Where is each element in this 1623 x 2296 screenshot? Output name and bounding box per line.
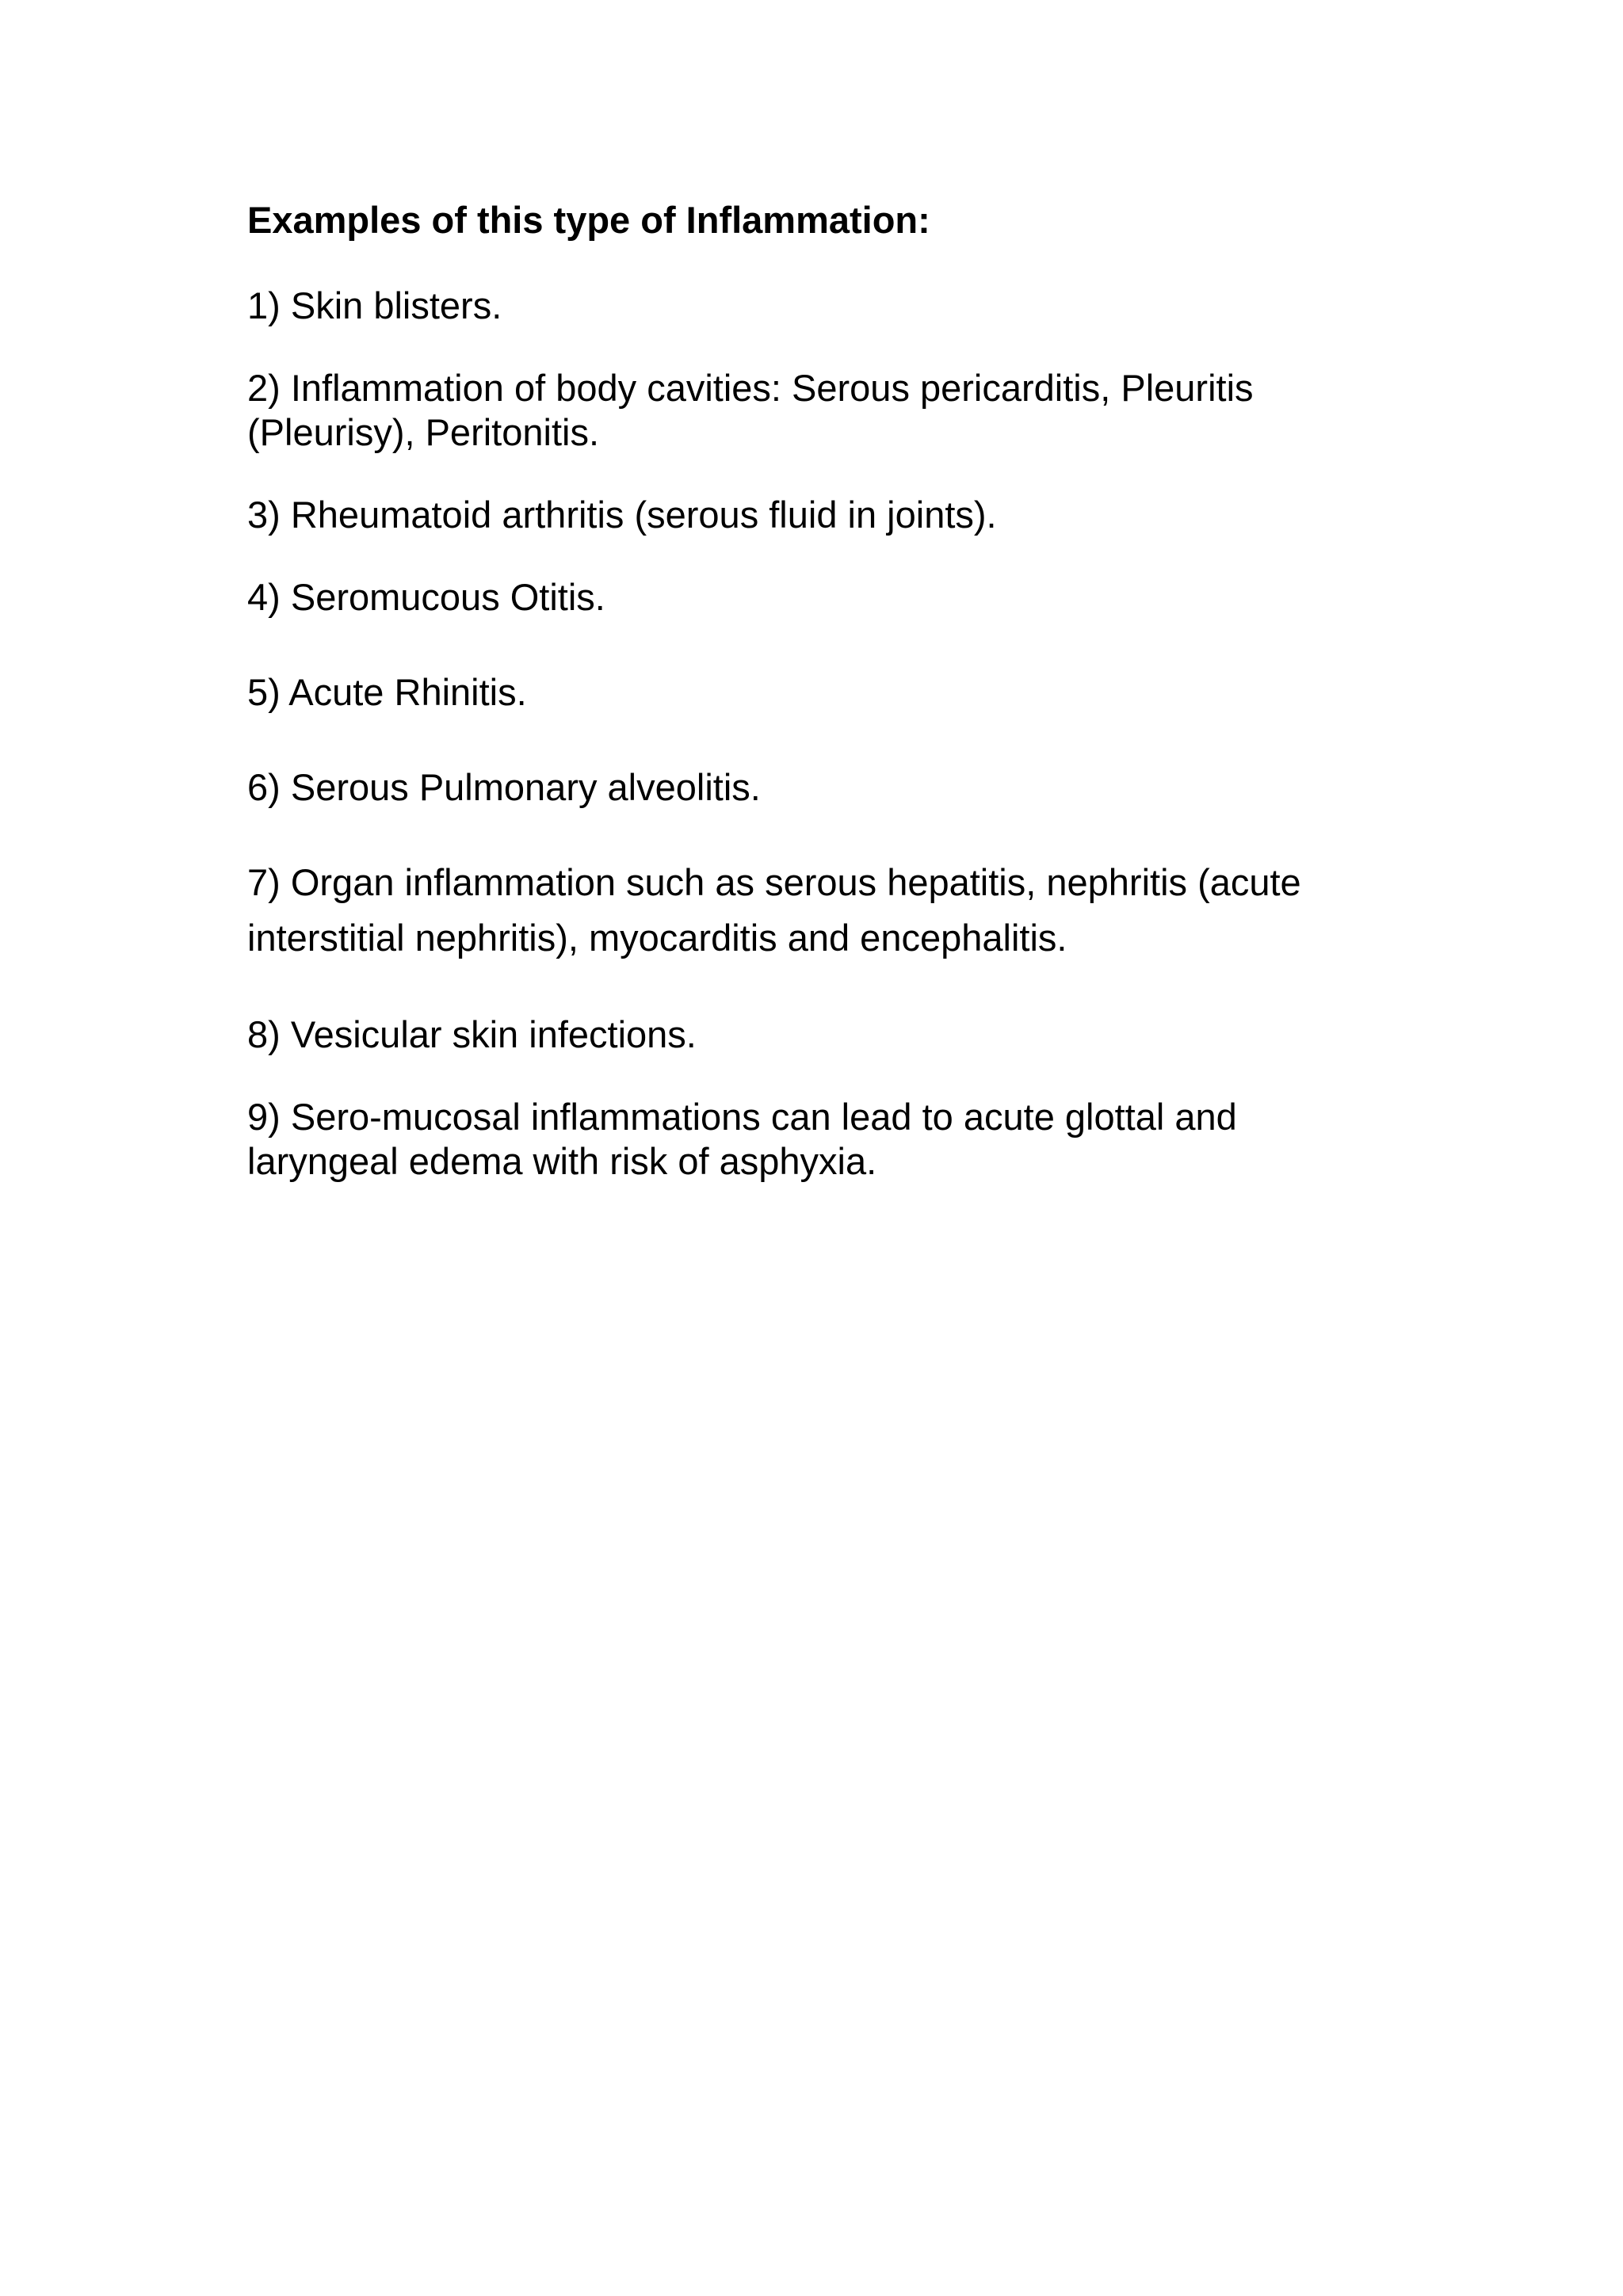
list-item [247,366,1388,455]
list-item-text: 1) Skin blisters. [247,284,502,326]
list-item-text: 9) Sero-mucosal inflammations can lead to acute glottal and [247,1096,1237,1138]
list-item-text-continued: interstitial nephritis), myocarditis and encephalitis. [247,917,1067,959]
list-item-text: 3) Rheumatoid arthritis (serous fluid in joints). [247,494,997,536]
list-item [247,1013,1388,1057]
list-item-text: 8) Vesicular skin infections. [247,1013,697,1055]
list-item-text: 7) Organ inflammation such as serous hepatitis, nephritis (acute [247,861,1301,903]
list-item-text-continued: (Pleurisy), Peritonitis. [247,411,599,453]
list-item [247,860,1388,960]
list-item [247,765,1388,810]
list-item [247,1095,1388,1184]
list-item [247,284,1388,328]
list-item [247,670,1388,715]
document-heading: Examples of this type of Inflammation: [247,199,930,241]
document-content [247,195,1388,1184]
list-item [247,493,1388,537]
list-item-text: 2) Inflammation of body cavities: Serous pericarditis, Pleuritis [247,367,1254,409]
list-item-text-continued: laryngeal edema with risk of asphyxia. [247,1140,877,1182]
list-item-text: 4) Seromucous Otitis. [247,576,605,618]
list-item-text: 6) Serous Pulmonary alveolitis. [247,766,761,808]
list-item [247,575,1388,620]
list-item-text: 5) Acute Rhinitis. [247,671,527,713]
examples-list [247,284,1388,1184]
